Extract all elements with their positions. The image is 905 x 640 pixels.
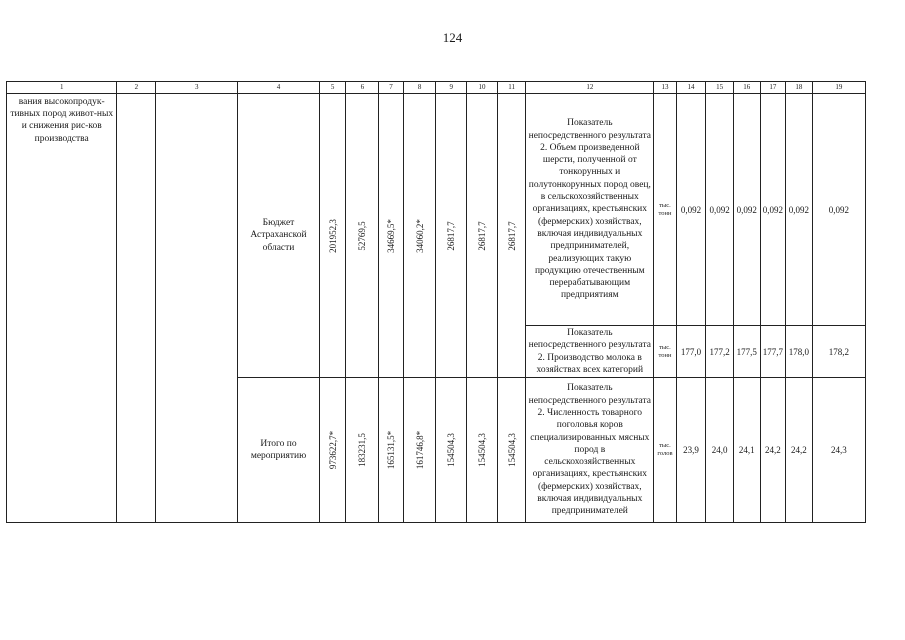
indicator-unit: тыс. тонн [654, 94, 676, 326]
header-cell: 3 [156, 82, 238, 94]
indicator-value: 177,7 [760, 326, 786, 378]
header-cell: 7 [379, 82, 404, 94]
budget-table [6, 81, 866, 523]
indicator-value: 0,092 [760, 94, 786, 326]
amount-cell [379, 378, 404, 523]
header-cell: 11 [497, 82, 526, 94]
amount-value: 26817,7 [476, 220, 487, 251]
indicator-value: 0,092 [786, 94, 813, 326]
indicator-value: 178,0 [786, 326, 813, 378]
indicator-value: 24,0 [706, 378, 734, 523]
amount-value: 973622,7* [327, 430, 338, 470]
activity-description: вания высокопродук-тивных пород живот-ных и снижения рис-ков производства [7, 94, 117, 523]
amount-value: 154504,3 [446, 433, 457, 467]
amount-cell [403, 94, 436, 378]
header-cell: 6 [346, 82, 379, 94]
indicator-value: 178,2 [812, 326, 865, 378]
indicator-unit: тыс. голов [654, 378, 676, 523]
header-cell: 4 [238, 82, 320, 94]
empty-cell [117, 94, 156, 523]
amount-value: 154504,3 [476, 433, 487, 467]
header-cell: 15 [706, 82, 734, 94]
amount-cell [436, 94, 467, 378]
amount-value: 183231,5 [357, 433, 368, 467]
header-cell: 9 [436, 82, 467, 94]
funding-source: Бюджет Астраханской области [238, 94, 320, 378]
indicator-value: 24,1 [733, 378, 760, 523]
indicator-value: 177,0 [676, 326, 706, 378]
indicator-value: 0,092 [733, 94, 760, 326]
amount-cell [319, 94, 346, 378]
amount-cell [467, 378, 498, 523]
amount-cell [436, 378, 467, 523]
header-cell: 18 [786, 82, 813, 94]
header-cell: 14 [676, 82, 706, 94]
table-row [7, 94, 866, 326]
amount-value: 52769,5 [357, 220, 368, 251]
amount-cell [379, 94, 404, 378]
header-cell: 2 [117, 82, 156, 94]
indicator-value: 177,2 [706, 326, 734, 378]
amount-value: 154504,3 [506, 433, 517, 467]
amount-cell [497, 94, 526, 378]
indicator-value: 0,092 [676, 94, 706, 326]
amount-cell [497, 378, 526, 523]
indicator-description: Показатель непосредственного результата 2. Численность товарного поголовья коров специализированных мясных пород в сельскохозяйственных организациях, крестьянских (фермерских) хозяйствах, включая индивидуальных предпринимателей [526, 378, 654, 523]
header-cell: 10 [467, 82, 498, 94]
header-cell: 1 [7, 82, 117, 94]
amount-value: 201952,3 [327, 218, 338, 253]
page-number: 124 [442, 30, 463, 45]
header-cell: 8 [403, 82, 436, 94]
header-cell: 5 [319, 82, 346, 94]
empty-cell [156, 94, 238, 523]
amount-value: 165131,5* [385, 430, 396, 470]
header-cell: 19 [812, 82, 865, 94]
indicator-value: 24,3 [812, 378, 865, 523]
header-cell: 13 [654, 82, 676, 94]
indicator-description: Показатель непосредственного результата 2. Объем произведенной шерсти, полученной от тонкорунных и полутонкорунных пород овец, в сельскохозяйственных организациях, крестьянских (фермерских) хозяйствах, включая индивидуальных предпринимателей, реализующих такую продукцию отечественным перерабатывающим предприятиям [526, 94, 654, 326]
header-row [7, 82, 866, 94]
amount-value: 26817,7 [446, 220, 457, 251]
funding-source: Итого по мероприятию [238, 378, 320, 523]
indicator-value: 24,2 [786, 378, 813, 523]
amount-value: 34060,2* [414, 218, 425, 253]
amount-value: 26817,7 [506, 220, 517, 251]
amount-cell [403, 378, 436, 523]
indicator-value: 0,092 [706, 94, 734, 326]
amount-value: 34669,5* [385, 218, 396, 253]
indicator-value: 23,9 [676, 378, 706, 523]
header-cell: 12 [526, 82, 654, 94]
amount-cell [319, 378, 346, 523]
amount-cell [346, 94, 379, 378]
header-cell: 17 [760, 82, 786, 94]
header-cell: 16 [733, 82, 760, 94]
amount-cell [467, 94, 498, 378]
indicator-value: 177,5 [733, 326, 760, 378]
indicator-value: 0,092 [812, 94, 865, 326]
indicator-description: Показатель непосредственного результата 2. Производство молока в хозяйствах всех категорий [526, 326, 654, 378]
indicator-value: 24,2 [760, 378, 786, 523]
amount-cell [346, 378, 379, 523]
indicator-unit: тыс. тонн [654, 326, 676, 378]
amount-value: 161746,8* [414, 430, 425, 470]
